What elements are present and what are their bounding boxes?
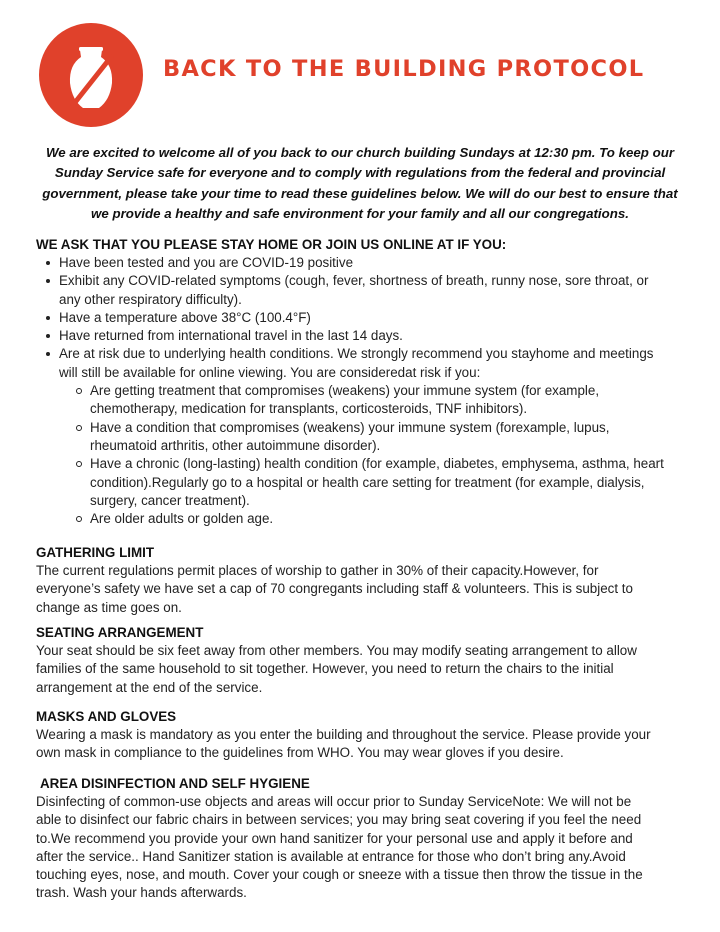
list-item-text: Have returned from international travel in the last 14 days. xyxy=(59,328,403,344)
stay-home-list xyxy=(36,254,686,528)
body-line: Your seat should be six feet away from other members. You may modify seating arrangement to allow xyxy=(36,643,637,658)
sub-list-item xyxy=(66,455,686,510)
sub-list-item-text: chemotherapy, medication for transplants, corticosteroids, TNF inhibitors). xyxy=(90,401,528,417)
masks-section xyxy=(36,708,686,763)
body-line: Disinfecting of common-use objects and areas will occur prior to Sunday ServiceNote: We will not be xyxy=(36,794,632,809)
sub-list-item-text: rheumatoid arthritis, other autoimmune disorder). xyxy=(90,437,381,453)
body-line: arrangement at the end of the service. xyxy=(36,679,263,695)
intro-line: Sunday Service safe for everyone and to comply with regulations from the federal and provincial xyxy=(54,165,666,181)
list-item-text: Are at risk due to underlying health conditions. We strongly recommend you stayhome and meetings xyxy=(59,346,654,362)
intro-paragraph xyxy=(18,143,702,224)
sub-list-item-text: Are older adults or golden age. xyxy=(90,511,274,527)
list-item xyxy=(36,272,686,309)
list-item-text: any other respiratory difficulty). xyxy=(59,291,242,307)
list-item-text: Exhibit any COVID-related symptoms (cough, fever, shortness of breath, runny nose, sore throat, or xyxy=(59,273,649,289)
body-line: families of the same household to sit together. However, you need to return the chairs to the initial xyxy=(36,661,614,677)
body-line: change as time goes on. xyxy=(36,599,182,615)
body-line: to.We recommend you provide your own hand sanitizer for your personal use and apply it before and xyxy=(36,830,633,846)
body-line: after the service.. Hand Sanitizer station is available at entrance for those who don’t bring any.Avoid xyxy=(36,848,626,864)
masks-heading: MASKS AND GLOVES xyxy=(36,709,177,724)
sub-list-item xyxy=(66,382,686,419)
sub-list-item-text: surgery, cancer treatment). xyxy=(90,492,250,508)
seating-section xyxy=(36,624,686,697)
list-item xyxy=(36,345,686,528)
body-line: everyone’s safety we have set a cap of 70 congregants including staff & volunteers. This is subject to xyxy=(36,581,633,597)
seating-heading: SEATING ARRANGEMENT xyxy=(36,625,204,640)
body-line: own mask in compliance to the guidelines from WHO. You may wear gloves if you desire. xyxy=(36,745,564,761)
list-item xyxy=(36,254,686,272)
list-item xyxy=(36,309,686,327)
sub-list-item xyxy=(66,510,686,528)
intro-line: we provide a healthy and safe environment for your family and all our congregations. xyxy=(91,205,629,221)
body-line: Wearing a mask is mandatory as you enter the building and throughout the service. Please provide your xyxy=(36,727,651,742)
stay-home-heading: WE ASK THAT YOU PLEASE STAY HOME OR JOIN US ONLINE AT IF YOU: xyxy=(36,237,507,252)
church-logo xyxy=(39,23,143,127)
intro-line: government, please take your time to read these guidelines below. We will do our best to ensure that xyxy=(42,185,678,201)
gathering-limit-heading: GATHERING LIMIT xyxy=(36,545,155,560)
body-line: able to disinfect our fabric chairs in between services; you may bring seat covering if you feel the need xyxy=(36,812,642,828)
sub-list-item xyxy=(66,419,686,456)
intro-line: We are excited to welcome all of you back to our church building Sundays at 12:30 pm. To keep our xyxy=(45,145,675,160)
list-item-text: will still be available for online viewing. You are consideredat risk if you: xyxy=(59,364,481,380)
sub-list-item-text: Have a chronic (long-lasting) health condition (for example, diabetes, emphysema, asthma, heart xyxy=(90,456,664,472)
disinfection-heading: AREA DISINFECTION AND SELF HYGIENE xyxy=(40,776,310,791)
list-item-text: Have a temperature above 38°C (100.4°F) xyxy=(59,309,311,325)
sub-list-item-text: condition).Regularly go to a hospital or health care setting for treatment (for example, dialysis, xyxy=(90,474,645,490)
at-risk-sublist xyxy=(36,382,686,528)
sub-list-item-text: Are getting treatment that compromises (weakens) your immune system (for example, xyxy=(90,383,600,399)
disinfection-section xyxy=(36,775,686,903)
list-item-text: Have been tested and you are COVID-19 positive xyxy=(59,255,354,270)
list-item xyxy=(36,327,686,345)
sub-list-item-text: Have a condition that compromises (weakens) your immune system (forexample, lupus, xyxy=(90,419,610,435)
stay-home-section xyxy=(36,236,686,528)
body-line: trash. Wash your hands afterwards. xyxy=(36,885,247,901)
page-title: BACK TO THE BUILDING PROTOCOL xyxy=(163,56,645,82)
gathering-limit-section xyxy=(36,544,686,617)
body-line: The current regulations permit places of worship to gather in 30% of their capacity.However, for xyxy=(36,563,599,578)
body-line: touching eyes, nose, and mouth. Cover your cough or sneeze with a tissue then throw the tissue in the xyxy=(36,867,643,883)
